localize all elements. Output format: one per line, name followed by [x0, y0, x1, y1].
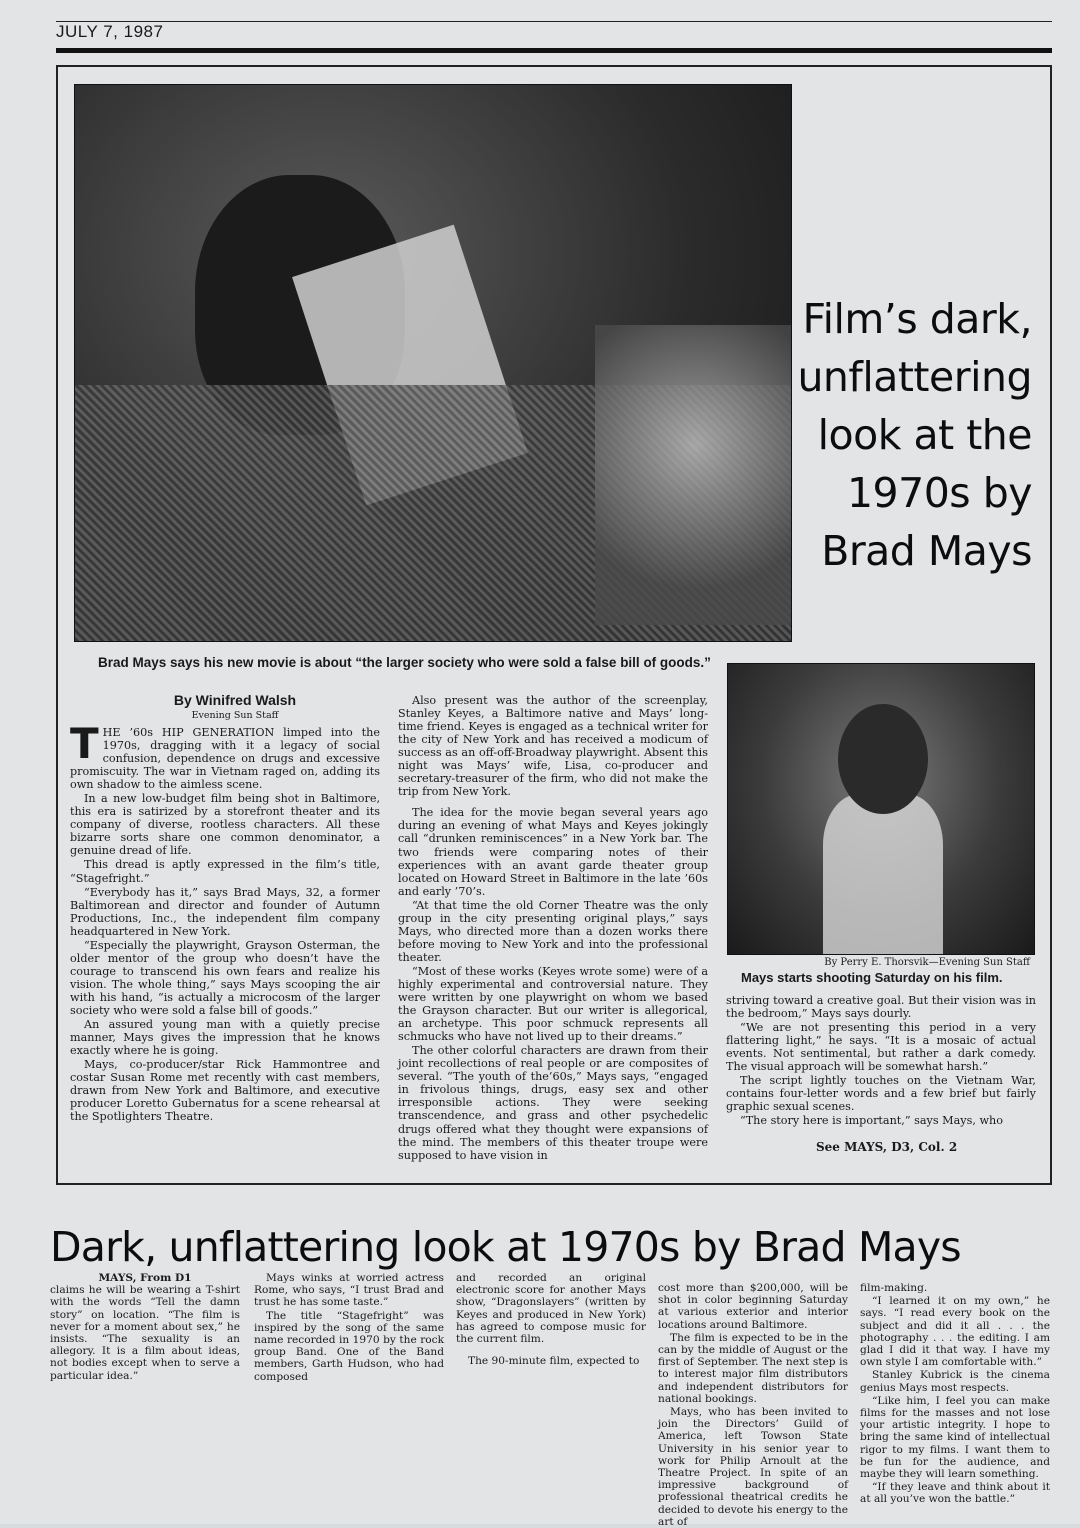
jump-reference: See MAYS, D3, Col. 2 [816, 1140, 958, 1154]
main-photo [74, 84, 792, 642]
paragraph: Stanley Kubrick is the cinema genius Mays most respects. [860, 1369, 1050, 1394]
continuation-column-5 [860, 1282, 1050, 1506]
jump-head: MAYS, From D1 [98, 1272, 192, 1284]
paragraph: “If they leave and think about it at all you’ve won the battle.” [860, 1481, 1050, 1506]
continuation-column-2 [254, 1272, 444, 1383]
byline-name: By Winifred Walsh [173, 692, 297, 708]
paragraph: “Everybody has it,” says Brad Mays, 32, a former Baltimorean and director and founder of Autumn Productions, Inc., the independent film company headquartered in New York. [70, 885, 380, 938]
drop-cap: T [70, 719, 99, 768]
paragraph: claims he will be wearing a T-shirt with the words “Tell the damn story” on location. “The film is never for a moment about sex,” he insists. “The sexuality is an allegory. It is a film about ideas, not bodies except when to serve a particular idea.” [50, 1284, 240, 1382]
paragraph: “I learned it on my own,” he says. “I read every book on the subject and did it all . . . the photography . . . the editing. I am glad I did it that way. I have my own style I am comfortable with.” [860, 1295, 1050, 1369]
headline-line: 1970s by [846, 469, 1032, 517]
byline-affiliation: Evening Sun Staff [191, 710, 279, 721]
paragraph: striving toward a creative goal. But their vision was in the bedroom,” Mays says dourly. [726, 994, 1036, 1021]
paragraph: “We are not presenting this period in a very flattering light,” he says. “It is a mosaic of actual events. Not sentimental, but rather a dark comedy. The visual approach will be somewhat harsh.” [726, 1021, 1036, 1074]
top-rule [56, 21, 1052, 22]
paragraph: “Especially the playwright, Grayson Osterman, the older mentor of the group who doesn’t have the courage to transcend his own fears and realize his vision. The whole thing,” says Mays scooping the air with his hand, “is actually a microcosm of the larger society who were sold a false bill of goods.” [70, 938, 380, 1017]
headline-line: Film’s dark, [802, 295, 1032, 343]
continuation-column-3 [456, 1272, 646, 1367]
paragraph: The script lightly touches on the Vietnam War, contains four-letter words and a few brief but fairly graphic sexual scenes. [726, 1074, 1036, 1114]
paragraph: The idea for the movie began several years ago during an evening of what Mays and Keyes jokingly call “drunken reminiscences” in a New York bar. The two friends were comparing notes of their experiences with an avant garde theater group located on Howard Street in Baltimore in the late ’60s and early ’70’s. [398, 806, 708, 898]
paragraph: The 90-minute film, expected to [468, 1355, 640, 1368]
continuation-headline: Dark, unflattering look at 1970s by Brad Mays [50, 1223, 961, 1271]
article-column-3 [726, 994, 1036, 1127]
headline-line: look at the [817, 411, 1032, 459]
paragraph: Also present was the author of the screenplay, Stanley Keyes, a Baltimore native and Mays’ long-time friend. Keyes is engaged as a technical writer for the city of New York and has received a modicum of success as an off-off-Broadway playwright. Absent this night was Mays’ wife, Lisa, co-producer and secretary-treasurer of the firm, who did not make the trip from New York. [398, 694, 708, 799]
paragraph: Mays winks at worried actress Rome, who says, “I trust Brad and trust he has some taste.” [254, 1272, 444, 1309]
continuation-column-1 [50, 1272, 240, 1382]
headline [796, 290, 1032, 580]
paragraph: “Like him, I feel you can make films for the masses and not lose your artistic integrity. I hope to bring the same kind of intellectual rigor to my films. I want them to be fun for the audience, and maybe they will learn something. [860, 1394, 1050, 1481]
paragraph: In a new low-budget film being shot in Baltimore, this era is satirized by a storefront theater and its company of diverse, rootless characters. All these bizarre sorts share one common denominator, a genuine dread of life. [70, 792, 380, 858]
paragraph: “Most of these works (Keyes wrote some) were of a highly experimental and controversial nature. They were written by one playwright on whom we based the Grayson character. But our writer is allegorical, an archetype. This poor schmuck represents all schmucks who have not lived up to their dreams.” [398, 964, 708, 1044]
paragraph: cost more than $200,000, will be shot in color beginning Saturday at various exterior and interior locations around Baltimore. [658, 1282, 848, 1331]
paragraph: The title “Stagefright” was inspired by the song of the same name recorded in 1970 by the rock group Band. One of the Band members, Garth Hudson, who had composed [254, 1309, 444, 1383]
paragraph: Mays, who has been invited to join the Directors’ Guild of America, left Towson State University in his senior year to work for Philip Arnoult at the Theatre Project. In spite of an impressive background of professional theatrical credits he decided to devote his energy to the art of [658, 1406, 848, 1528]
continuation-column-4 [658, 1282, 848, 1528]
date-line: JULY 7, 1987 [56, 22, 164, 41]
article-column-2 [398, 694, 708, 1162]
paragraph: This dread is aptly expressed in the film’s title, “Stagefright.” [70, 858, 380, 885]
paragraph: The film is expected to be in the can by the middle of August or the first of September. The next step is to interest major film distributors and independent distributors for national bookings. [658, 1331, 848, 1405]
paragraph: THE ’60s HIP GENERATION limped into the 1970s, dragging with it a legacy of social confusion, dependence on drugs and excessive promiscuity. The war in Vietnam raged on, adding its own shadow to the aimless scene. [70, 719, 380, 792]
paragraph: film-making. [860, 1282, 928, 1294]
paragraph: and recorded an original electronic score for another Mays show, “Dragonslayers” (written by Keyes and produced in New York) has agreed to compose music for the current film. [456, 1272, 646, 1346]
paragraph: “The story here is important,” says Mays, who [740, 1114, 1003, 1128]
side-photo [727, 663, 1035, 955]
photo-credit: By Perry E. Thorsvik—Evening Sun Staff [824, 957, 1030, 968]
headline-line: unflattering [797, 353, 1032, 401]
side-photo-caption: Mays starts shooting Saturday on his film. [741, 970, 1003, 985]
paragraph: Mays, co-producer/star Rick Hammontree and costar Susan Rome met recently with cast members, drawn from New York and Baltimore, and executive producer Loretto Gubernatus for a scene rehearsal at the Spotlighters Theatre. [70, 1058, 380, 1124]
main-photo-caption: Brad Mays says his new movie is about “the larger society who were sold a false bill of goods.” [98, 655, 711, 670]
header-rule [56, 48, 1052, 53]
paragraph: An assured young man with a quietly precise manner, Mays gives the impression that he knows exactly where he is going. [70, 1018, 380, 1058]
paragraph: “At that time the old Corner Theatre was the only group in the city presenting original plays,” says Mays, who directed more than a dozen works there before moving to New York and into the professional theater. [398, 898, 708, 964]
headline-line: Brad Mays [821, 527, 1032, 575]
paragraph: The other colorful characters are drawn from their joint recollections of real people or are composites of several. “The youth of the’60s,” Mays says, “engaged in frivolous things, drugs, easy sex and other irresponsible actions. They were seeking transcendence, and grass and other psychedelic drugs offered what they thought were expansions of the mind. The members of this theater troupe were supposed to have vision in [398, 1044, 708, 1162]
article-column-1 [70, 719, 380, 1124]
